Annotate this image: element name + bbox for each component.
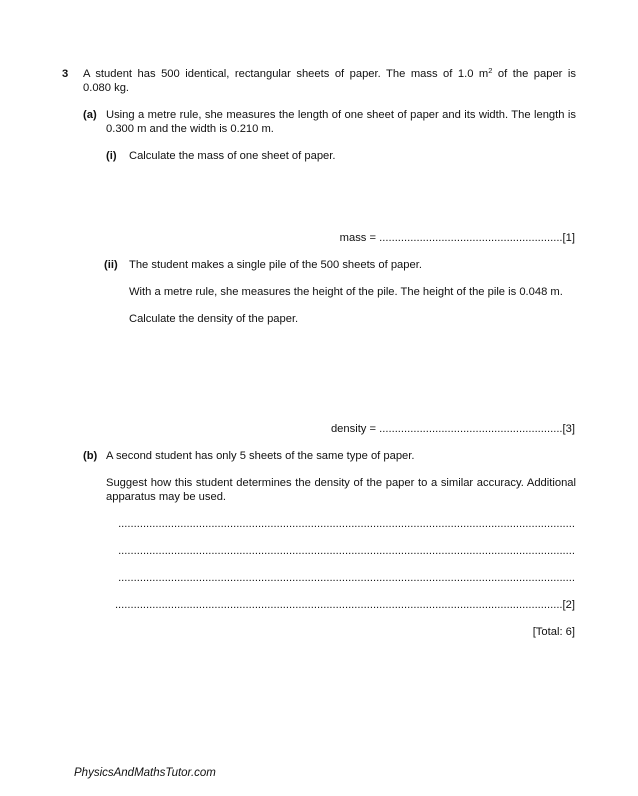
part-b-answer-line-2[interactable]: ................................................................................................................................................... (118, 545, 575, 557)
mass-marks: [1] (562, 232, 575, 244)
part-b-label: (b) (83, 450, 98, 462)
question-number: 3 (62, 68, 69, 80)
mass-answer-line (340, 231, 575, 246)
density-answer-prefix: density = (330, 423, 380, 435)
intro-text-b: of the paper is (492, 68, 576, 80)
part-b-text: A second student has only 5 sheets of the same type of paper. (106, 450, 415, 462)
part-a-ii-text-1: The student makes a single pile of the 500 sheets of paper. (129, 259, 422, 271)
part-a-text-line-2: 0.300 m and the width is 0.210 m. (106, 123, 274, 135)
part-a-ii-text-3: Calculate the density of the paper. (129, 313, 299, 325)
density-marks: [3] (562, 423, 575, 435)
total-marks: [Total: 6] (532, 626, 575, 638)
part-b-answer-line-1[interactable]: ................................................................................................................................................... (118, 518, 575, 530)
question-intro-line-1 (83, 67, 576, 82)
part-a-i-label: (i) (106, 150, 117, 162)
part-b-answer-line-4 (115, 598, 575, 613)
part-b-instruction-line-2: apparatus may be used. (106, 491, 227, 503)
mass-answer-prefix: mass = (339, 232, 380, 244)
mass-answer-blank[interactable]: ........................................................... (379, 232, 563, 244)
density-answer-line (331, 422, 575, 437)
part-a-ii-text-2: With a metre rule, she measures the height of the pile. The height of the pile is 0.048 m. (129, 286, 563, 298)
part-a-ii-label: (ii) (104, 259, 118, 271)
footer-brand: PhysicsAndMathsTutor.com (74, 767, 216, 779)
part-b-instruction-line-1: Suggest how this student determines the density of the paper to a similar accuracy. Additional (106, 477, 576, 489)
part-b-marks: [2] (562, 599, 575, 611)
question-intro-line-2: 0.080 kg. (83, 82, 130, 94)
intro-superscript: 2 (488, 66, 493, 75)
part-b-answer-line-3[interactable]: ................................................................................................................................................... (118, 572, 575, 584)
density-answer-blank[interactable]: ........................................................... (379, 423, 563, 435)
intro-text-a: A student has 500 identical, rectangular sheets of paper. The mass of 1.0 m (83, 68, 489, 80)
part-a-i-text: Calculate the mass of one sheet of paper. (129, 150, 336, 162)
part-b-answer-blank-4[interactable]: ................................................................................................................................................ (114, 599, 563, 611)
part-a-text-line-1: Using a metre rule, she measures the length of one sheet of paper and its width. The length is (106, 109, 576, 121)
part-a-label: (a) (83, 109, 97, 121)
